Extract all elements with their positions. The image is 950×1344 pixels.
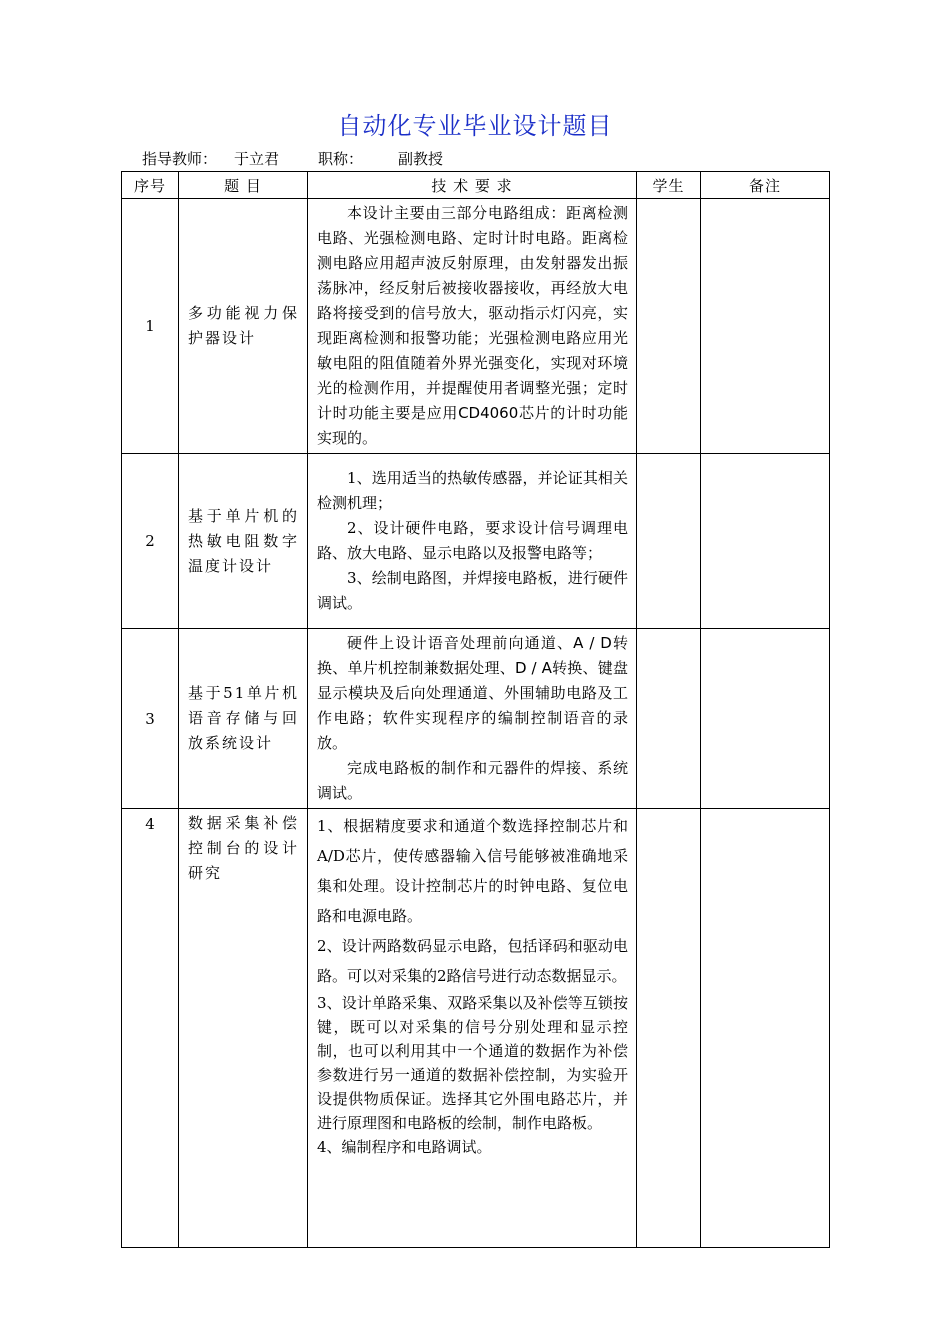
requirement-item: 2、设计两路数码显示电路，包括译码和驱动电路。可以对采集的2路信号进行动态数据显示。: [317, 937, 628, 985]
requirement-item: 3、绘制电路图，并焊接电路板，进行硬件调试。: [317, 569, 628, 612]
requirement-text: 本设计主要由三部分电路组成：距离检测电路、光强检测电路、定时计时电路。距离检测电路应用超声波反射原理，由发射器发出振荡脉冲，经反射后被接收器接收，再经放大电路将接受到的信号放大，驱动指示灯闪亮，实现距离检测和报警功能；光强检测电路应用光敏电阻的阻值随着外界光强变化，实现对环境光的检测作用，并提醒使用者调整光强；定时计时功能主要是应用: [317, 204, 628, 422]
row-requirements: [308, 629, 637, 809]
row-topic: 基于单片机的热敏电阻数字温度计设计: [179, 454, 308, 629]
requirement-item: 2、设计硬件电路，要求设计信号调理电路、放大电路、显示电路以及报警电路等；: [317, 519, 628, 562]
table-row: [122, 199, 830, 454]
table-row: [122, 629, 830, 809]
row-student: [637, 454, 701, 629]
requirement-item: 1、根据精度要求和通道个数选择控制芯片和A/D芯片，使传感器输入信号能够被准确地采集和处理。设计控制芯片的时钟电路、复位电路和电源电路。: [317, 817, 628, 925]
advisor-info: [142, 148, 443, 169]
requirement-text: 芯片的计时功能实现的。: [317, 404, 628, 447]
page-title: 自动化专业毕业设计题目: [337, 112, 613, 140]
row-student: [637, 199, 701, 454]
rank-label: 职称：: [318, 150, 364, 168]
row-notes: [701, 199, 830, 454]
header-requirements: 技 术 要 求: [308, 172, 637, 199]
requirement-item: 4、编制程序和电路调试。: [317, 1138, 492, 1156]
row-student: [637, 629, 701, 809]
row-notes: [701, 629, 830, 809]
requirement-item: 1、选用适当的热敏传感器，并论证其相关检测机理；: [317, 469, 628, 512]
chip-model: CD4060: [458, 404, 519, 422]
table-header-row: [122, 172, 830, 199]
header-student: 学生: [637, 172, 701, 199]
table-row: [122, 454, 830, 629]
row-topic: 多功能视力保护器设计: [179, 199, 308, 454]
row-requirements: [308, 809, 637, 1248]
row-student: [637, 809, 701, 1248]
header-notes: 备注: [701, 172, 830, 199]
row-topic: 数据采集补偿控制台的设计研究: [179, 809, 308, 1248]
table-row: [122, 809, 830, 1248]
requirement-item: 硬件上设计语音处理前向通道、A / D转换、单片机控制兼数据处理、D / A转换、键盘显示模块及后向处理通道、外围辅助电路及工作电路；软件实现程序的编制控制语音的录放。: [317, 634, 628, 752]
row-requirements: [308, 454, 637, 629]
row-no: 3: [122, 629, 179, 809]
row-notes: [701, 454, 830, 629]
advisor-label: 指导教师：: [142, 150, 218, 168]
requirement-item: 3、设计单路采集、双路采集以及补偿等互锁按键，既可以对采集的信号分别处理和显示控制，也可以利用其中一个通道的数据作为补偿参数进行另一通道的数据补偿控制，为实验开设提供物质保证。选择其它外围电路芯片，并进行原理图和电路板的绘制，制作电路板。: [317, 994, 628, 1132]
topics-table: [121, 171, 830, 1248]
row-notes: [701, 809, 830, 1248]
row-no: 2: [122, 454, 179, 629]
row-no: 4: [122, 809, 179, 1248]
requirement-item: 完成电路板的制作和元器件的焊接、系统调试。: [317, 759, 628, 802]
header-no: 序号: [122, 172, 179, 199]
row-topic: 基于51单片机语音存储与回放系统设计: [179, 629, 308, 809]
rank-value: 副教授: [398, 150, 444, 168]
header-topic: 题 目: [179, 172, 308, 199]
row-requirements: [308, 199, 637, 454]
advisor-name: 于立君: [234, 150, 280, 168]
row-no: 1: [122, 199, 179, 454]
